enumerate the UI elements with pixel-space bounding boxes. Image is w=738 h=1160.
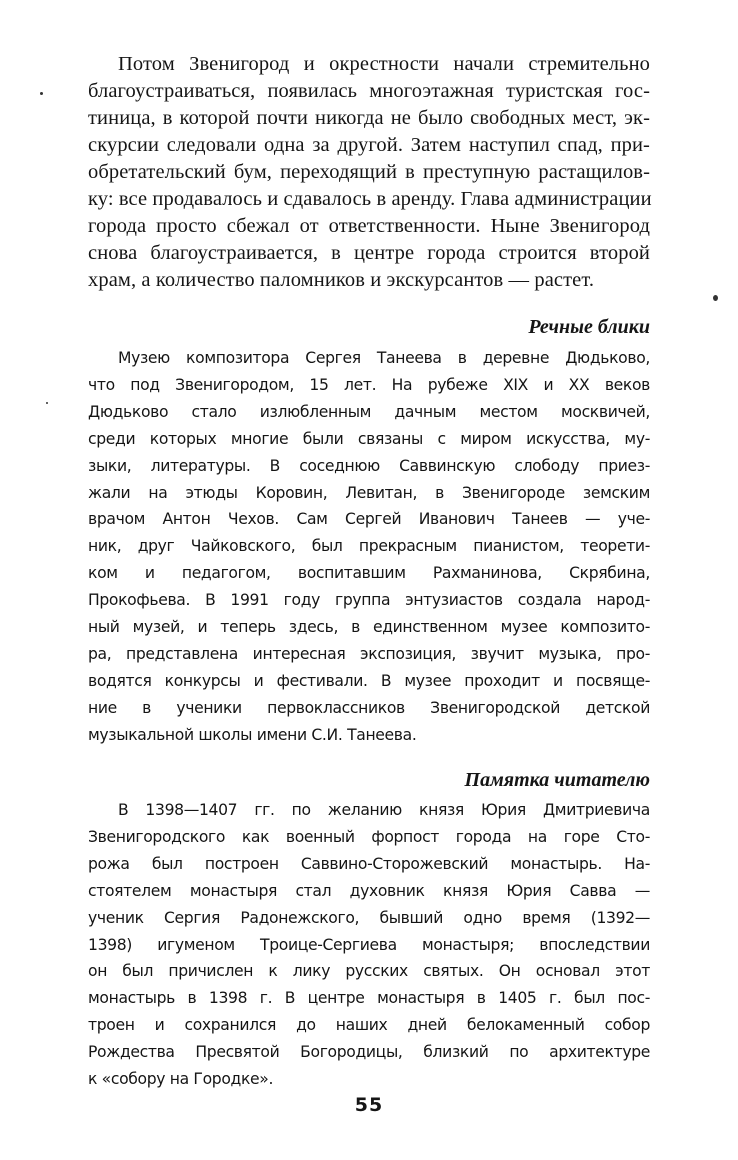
paragraph-line: музыкальной школы имени С.И. Танеева. — [88, 725, 417, 744]
paragraph-line: Рождества Пресвятой Богородицы, близкий по архитектуре — [88, 1043, 650, 1062]
paragraph-line: ник, друг Чайковского, был прекрасным пианистом, теорети- — [88, 537, 650, 556]
paragraph-line: водятся конкурсы и фестивали. В музее проходит и посвяще- — [88, 671, 650, 690]
paragraph-line: монастырь в 1398 г. В центре монастыря в 1405 г. был пос- — [88, 989, 650, 1008]
paragraph-line: ра, представлена интересная экспозиция, звучит музыка, про- — [88, 644, 650, 663]
paragraph-line: рожа был построен Саввино-Сторожевский монастырь. На- — [88, 854, 650, 873]
section-heading-pamyatka-chitatelyu: Памятка читателю — [464, 769, 650, 791]
paragraph-line: обретательский бум, переходящий в преступную растащилов- — [88, 161, 650, 183]
paragraph-line: Потом Звенигород и окрестности начали стремительно — [118, 53, 650, 75]
paragraph-line: В 1398—1407 гг. по желанию князя Юрия Дмитриевича — [118, 801, 650, 819]
paragraph-line: ку: все продавалось и сдавалось в аренду. Глава администрации — [88, 188, 652, 210]
paragraph-line: жали на этюды Коровин, Левитан, в Звенигороде земским — [88, 483, 650, 502]
scan-speck — [46, 402, 48, 404]
section-heading-rechnye-bliki: Речные блики — [528, 316, 650, 338]
paragraph-line: к «собору на Городке». — [88, 1070, 274, 1089]
section-body-pamyatka-chitatelyu — [88, 797, 650, 1093]
paragraph-line: он был причислен к лику русских святых. Он основал этот — [88, 962, 650, 981]
paragraph-line: ком и педагогом, воспитавшим Рахманинова, Скрябина, — [88, 564, 650, 583]
paragraph-line: что под Звенигородом, 15 лет. На рубеже XIX и XX веков — [88, 375, 650, 394]
paragraph-line: 1398) игуменом Троице-Сергиева монастыря; впоследствии — [88, 935, 650, 954]
paragraph-line: тиница, в которой почти никогда не было свободных мест, эк- — [88, 107, 650, 129]
paragraph-line: скурсии следовали одна за другой. Затем наступил спад, при- — [88, 134, 650, 156]
paragraph-line: врачом Антон Чехов. Сам Сергей Иванович Танеев — уче- — [88, 510, 650, 529]
scan-speck — [713, 295, 718, 301]
page-number: 55 — [354, 1094, 384, 1116]
paragraph-line: благоустраиваться, появилась многоэтажная туристская гос- — [88, 80, 650, 102]
paragraph-line: Звенигородского как военный форпост города на горе Сто- — [88, 827, 650, 846]
paragraph-line: среди которых многие были связаны с миром искусства, му- — [88, 429, 650, 448]
opening-paragraph — [88, 51, 650, 294]
paragraph-line: ние в ученики первоклассников Звенигородской детской — [88, 698, 650, 717]
paragraph-line: троен и сохранился до наших дней белокаменный собор — [88, 1016, 650, 1035]
paragraph-line: ный музей, и теперь здесь, в единственном музее композито- — [88, 618, 650, 637]
paragraph-line: ученик Сергия Радонежского, бывший одно время (1392— — [88, 908, 650, 927]
paragraph-line: города просто сбежал от ответственности. Ныне Звенигород — [88, 215, 650, 237]
scan-speck — [40, 92, 43, 95]
paragraph-line: стоятелем монастыря стал духовник князя Юрия Савва — — [88, 881, 650, 900]
paragraph-line: Музею композитора Сергея Танеева в деревне Дюдьково, — [118, 349, 650, 367]
paragraph-line: снова благоустраивается, в центре города строится второй — [88, 242, 650, 264]
section-body-rechnye-bliki — [88, 345, 650, 749]
paragraph-line: зыки, литературы. В соседнюю Саввинскую слободу приез- — [88, 456, 650, 475]
paragraph-line: храм, а количество паломников и экскурсантов — растет. — [88, 269, 595, 291]
paragraph-line: Дюдьково стало излюбленным дачным местом москвичей, — [88, 402, 650, 421]
paragraph-line: Прокофьева. В 1991 году группа энтузиастов создала народ- — [88, 591, 650, 610]
